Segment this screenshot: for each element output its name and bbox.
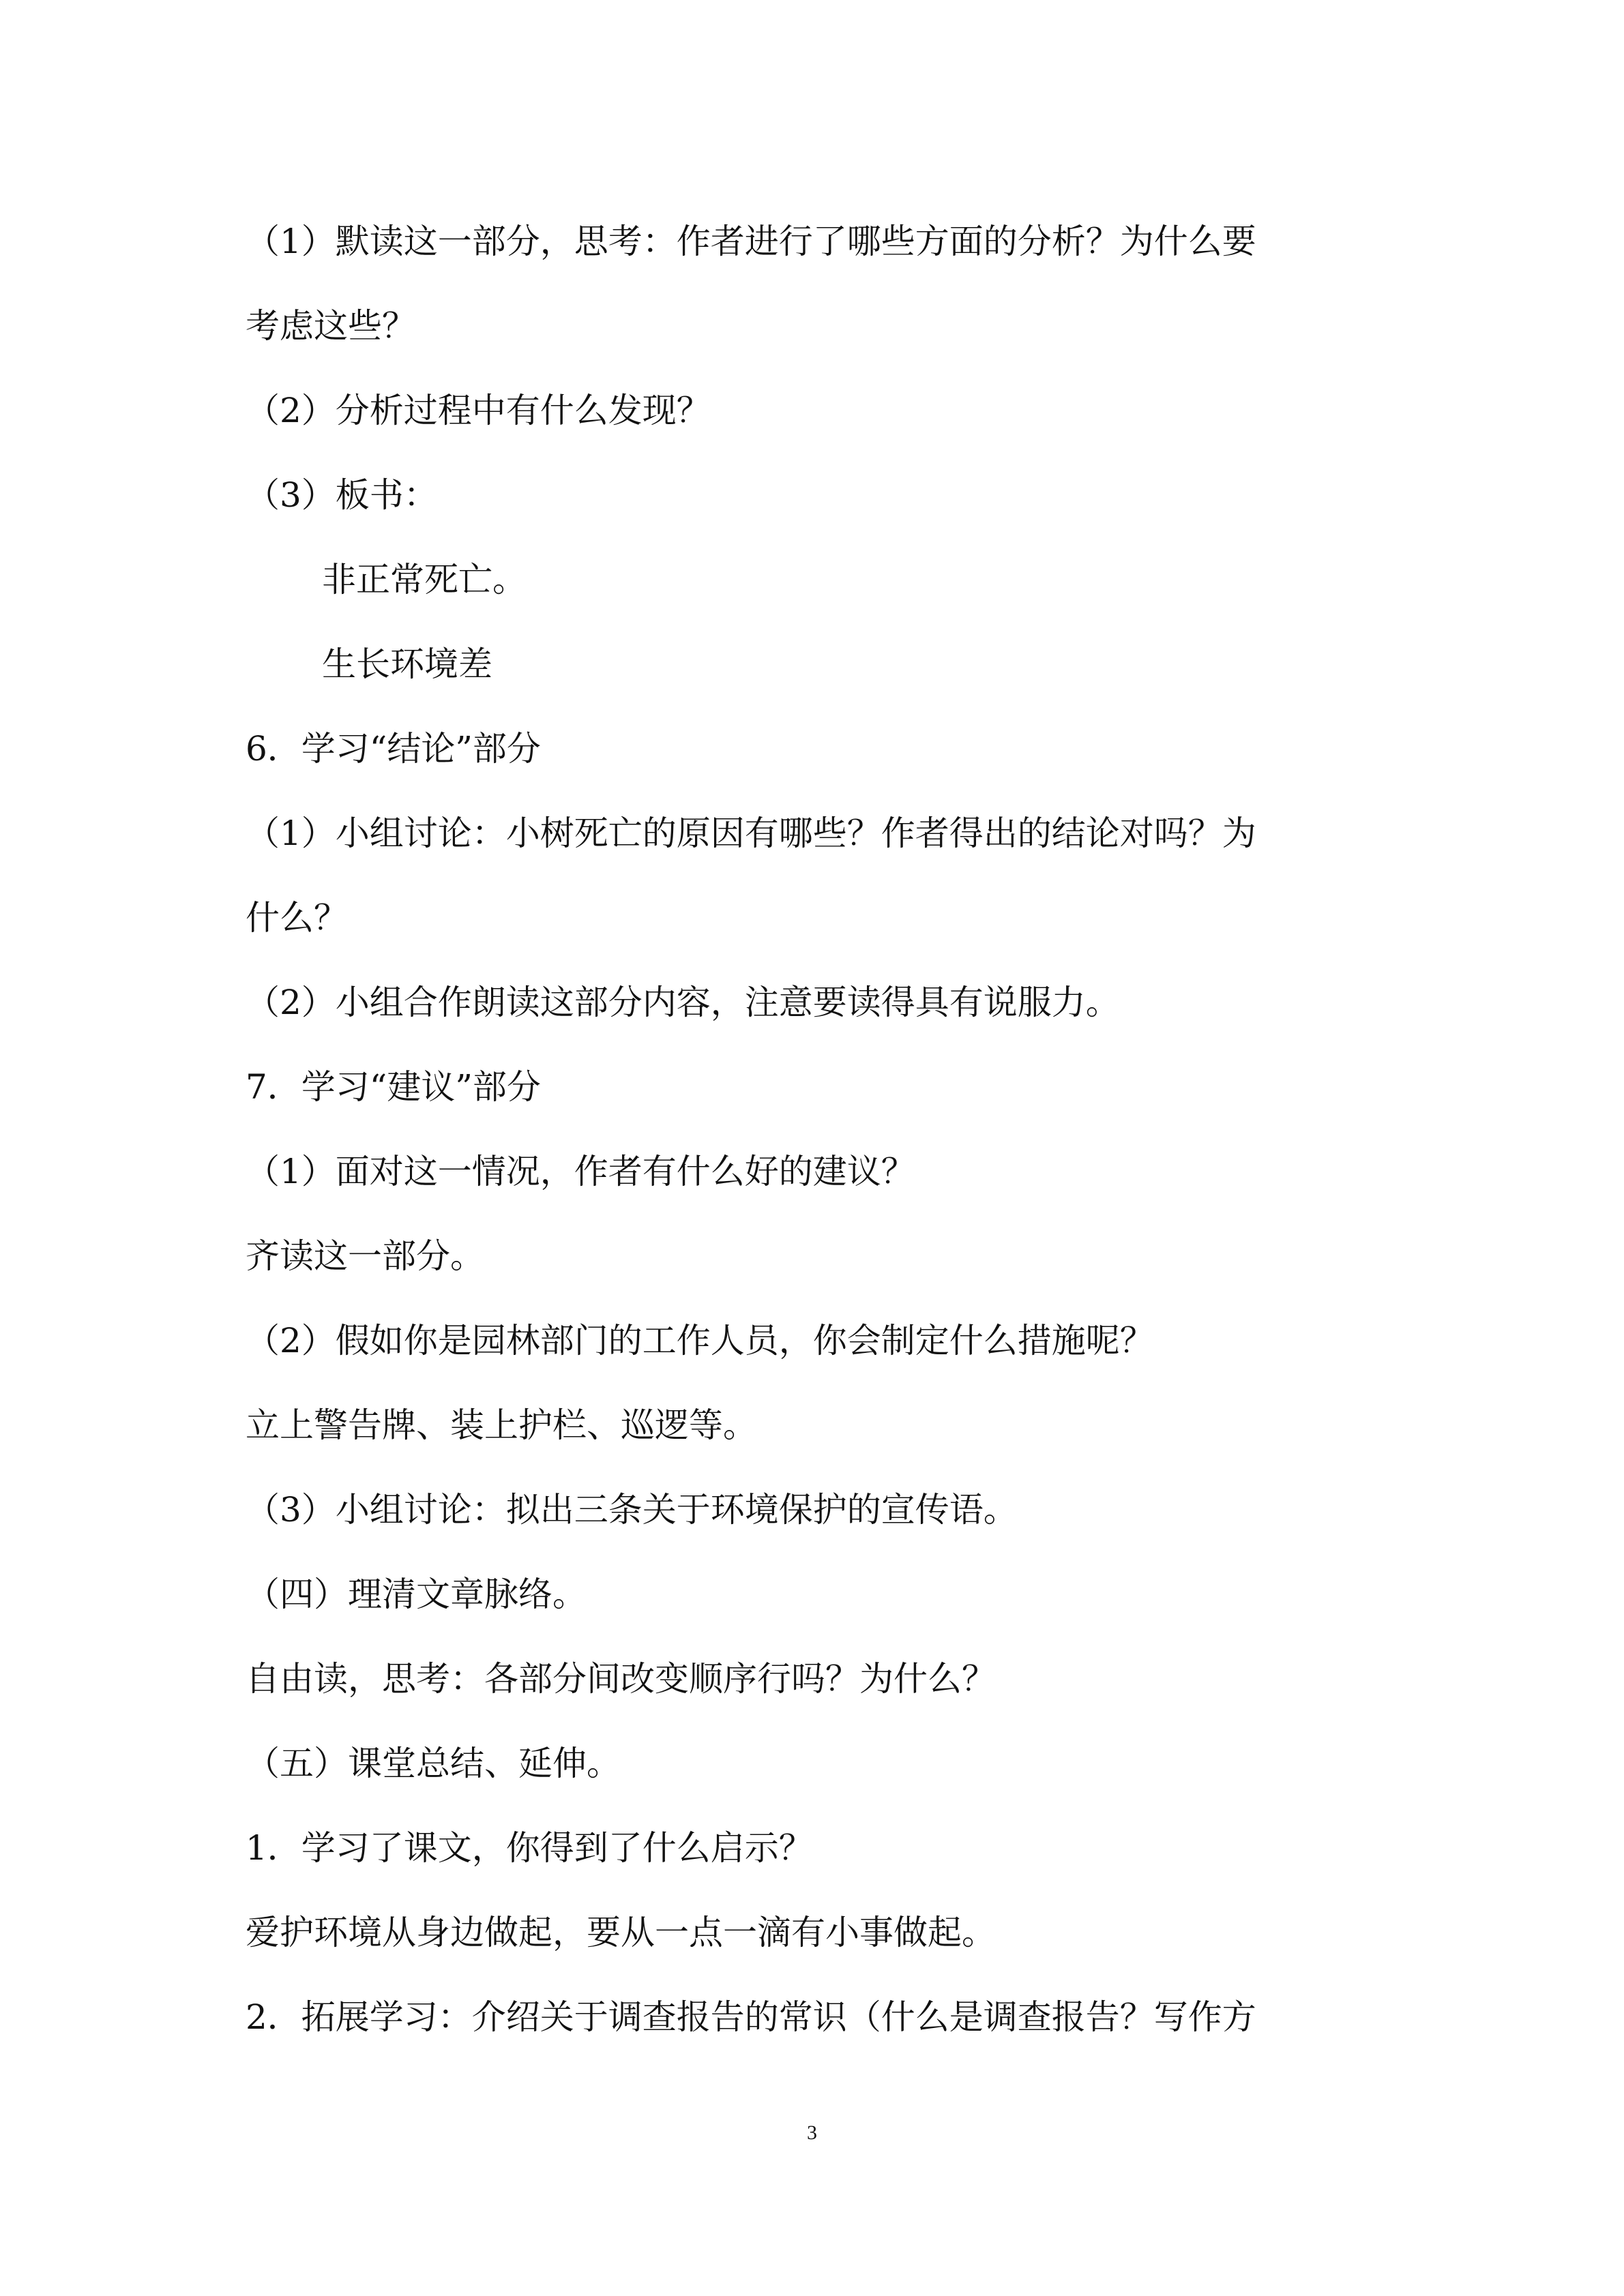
- text-line-12: （1）面对这一情况，作者有什么好的建议？: [246, 1152, 915, 1191]
- text-line-15: 立上警告牌、装上护栏、巡逻等。: [246, 1405, 757, 1445]
- text-line-5: 非正常死亡。: [322, 560, 527, 599]
- text-line-14: （2）假如你是园林部门的工作人员，你会制定什么措施呢？: [246, 1321, 1154, 1360]
- text-line-3: （2）分析过程中有什么发现？: [246, 391, 711, 430]
- text-line-6: 生长环境差: [322, 644, 492, 684]
- text-line-4: （3）板书：: [246, 475, 438, 515]
- text-line-21: 爱护环境从身边做起，要从一点一滴有小事做起。: [246, 1913, 996, 1952]
- text-line-22: 2．拓展学习：介绍关于调查报告的常识（什么是调查报告？写作方: [246, 1997, 1256, 2037]
- text-line-18: 自由读，思考：各部分间改变顺序行吗？为什么？: [246, 1659, 996, 1699]
- section-heading-4: （四）理清文章脉络。: [246, 1575, 587, 1614]
- page-number: 3: [807, 2121, 817, 2144]
- text-line-10: （2）小组合作朗读这部分内容，注意要读得具有说服力。: [246, 983, 1120, 1022]
- text-line-16: （3）小组讨论：拟出三条关于环境保护的宣传语。: [246, 1490, 1018, 1530]
- text-line-8: （1）小组讨论：小树死亡的原因有哪些？作者得出的结论对吗？为: [246, 814, 1256, 853]
- section-heading-6: 6．学习“结论”部分: [246, 729, 541, 769]
- section-heading-7: 7．学习“建议”部分: [246, 1067, 541, 1107]
- text-line-1: （1）默读这一部分，思考：作者进行了哪些方面的分析？为什么要: [246, 222, 1256, 261]
- section-heading-5: （五）课堂总结、延伸。: [246, 1744, 621, 1783]
- text-line-20: 1．学习了课文，你得到了什么启示？: [246, 1828, 813, 1868]
- text-line-2: 考虑这些？: [246, 306, 416, 346]
- text-line-9: 什么？: [246, 898, 348, 938]
- text-line-13: 齐读这一部分。: [246, 1236, 484, 1276]
